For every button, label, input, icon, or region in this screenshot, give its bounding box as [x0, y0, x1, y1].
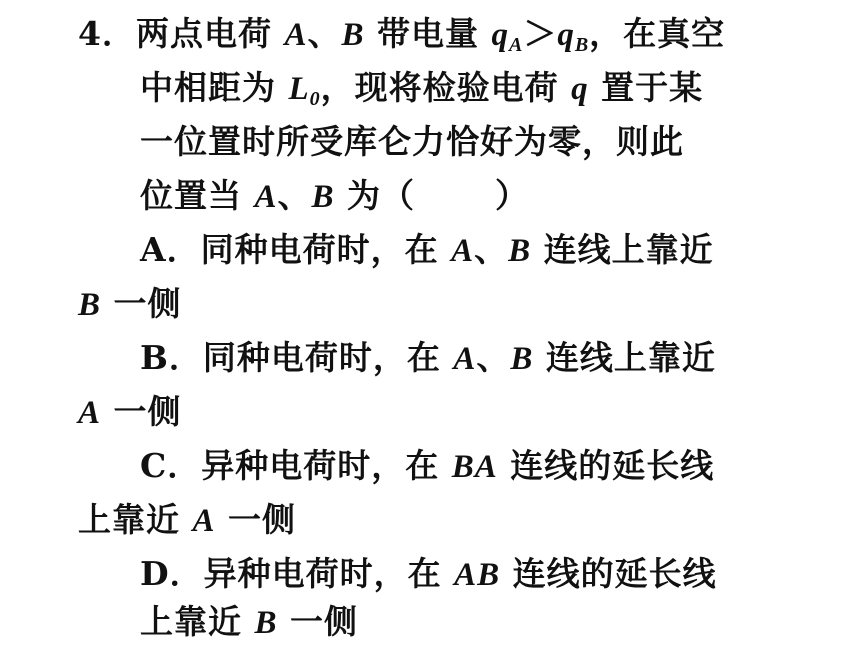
option-b-text: 连线上靠近: [533, 338, 716, 377]
charge-a-symbol: A: [284, 17, 308, 53]
q-symbol: q: [491, 17, 509, 53]
q-subscript: A: [508, 34, 524, 56]
q-subscript: B: [574, 34, 590, 56]
option-d-line-2: [140, 602, 358, 643]
option-b-line-2: [78, 392, 182, 433]
charge-b-symbol: B: [78, 287, 102, 323]
option-a-text: 连线上靠近: [531, 230, 714, 269]
option-d-text: 上靠近: [140, 602, 255, 641]
segment-ab-symbol: AB: [454, 557, 501, 593]
option-d-text: 一侧: [277, 602, 359, 641]
option-a-text: A．同种电荷时，在: [140, 230, 452, 269]
separator: 、: [474, 230, 509, 269]
stem-text: 位置当: [140, 176, 255, 215]
separator: 、: [476, 338, 511, 377]
stem-text: ，在真空: [589, 14, 726, 53]
option-a-text: 一侧: [101, 284, 182, 323]
stem-text: 带电量: [364, 14, 492, 53]
stem-text: 为（: [334, 176, 416, 215]
option-c-text: 一侧: [215, 500, 297, 539]
option-b-line-1: [140, 338, 716, 379]
option-c-text: C．异种电荷时，在: [140, 446, 452, 485]
charge-a-symbol: A: [78, 395, 102, 431]
stem-line-4: [140, 176, 529, 217]
greater-than: ＞: [523, 14, 558, 53]
option-a-line-2: [78, 284, 182, 325]
distance-symbol: L: [288, 71, 310, 107]
option-c-text: 上靠近: [78, 500, 193, 539]
option-b-text: B．同种电荷时，在: [140, 338, 454, 377]
option-a-line-1: [140, 230, 714, 271]
distance-subscript: 0: [309, 88, 321, 110]
option-d-line-1: [140, 554, 717, 595]
option-c-text: 连线的延长线: [497, 446, 715, 485]
charge-a-symbol: A: [451, 233, 475, 269]
charge-b-symbol: B: [254, 605, 278, 641]
stem-text: 置于某: [588, 68, 704, 107]
separator: 、: [277, 176, 312, 215]
option-b-text: 一侧: [101, 392, 182, 431]
segment-ba-symbol: BA: [451, 449, 498, 485]
stem-line-2: [140, 68, 703, 109]
option-c-line-2: [78, 500, 296, 541]
option-c-line-1: [140, 446, 714, 487]
charge-b-symbol: B: [311, 179, 335, 215]
stem-text: ，现将检验电荷: [320, 68, 572, 107]
option-d-text: 连线的延长线: [500, 554, 717, 593]
stem-line-1: [78, 14, 725, 55]
stem-text: ）: [495, 176, 530, 215]
charge-b-symbol: B: [510, 341, 534, 377]
stem-line-3: [140, 122, 684, 162]
charge-b-symbol: B: [341, 17, 365, 53]
option-d-text: D．异种电荷时，在: [140, 554, 455, 593]
charge-a-symbol: A: [254, 179, 278, 215]
charge-a-symbol: A: [453, 341, 477, 377]
stem-text: 中相距为: [140, 68, 289, 107]
charge-b-symbol: B: [508, 233, 532, 269]
test-charge-symbol: q: [571, 71, 589, 107]
q-symbol: q: [557, 17, 575, 53]
separator: 、: [307, 14, 342, 53]
stem-text: 4．两点电荷: [78, 14, 285, 53]
charge-a-symbol: A: [192, 503, 216, 539]
stem-text: 一位置时所受库仑力恰好为零，则此: [140, 122, 684, 161]
